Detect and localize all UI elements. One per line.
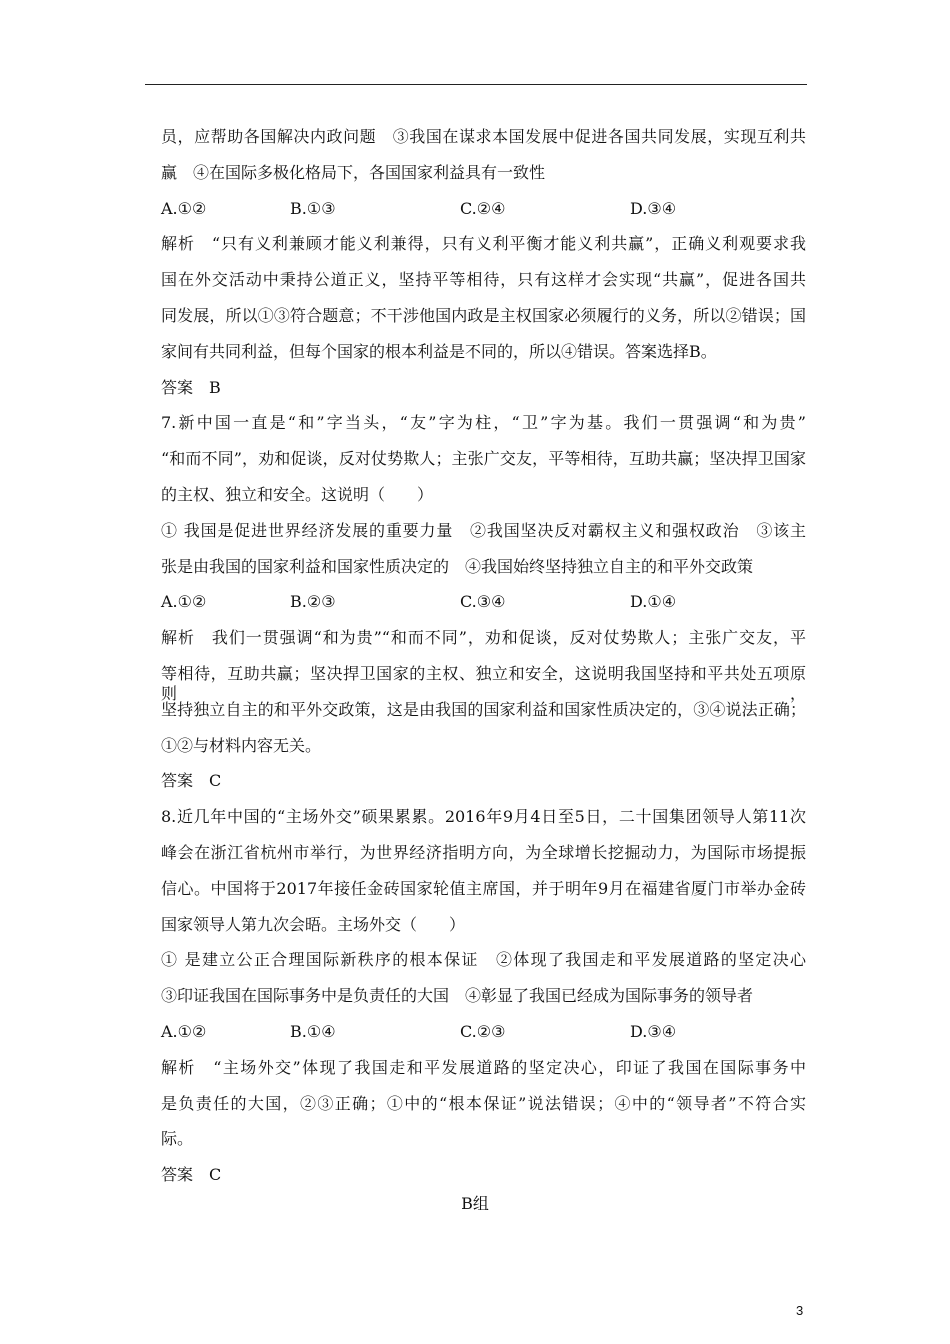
answer-option: C.②④ (460, 198, 506, 218)
text-line: 解析 我们一贯强调“和为贵”“和而不同”，劝和促谈，反对仗势欺人；主张广交友，平 (161, 628, 806, 648)
text-line: 张是由我国的国家利益和国家性质决定的 ④我国始终坚持独立自主的和平外交政策 (161, 556, 754, 576)
answer-option: C.③④ (460, 592, 506, 612)
text-line: 7.新中国一直是“和”字当头，“友”字为柱，“卫”字为基。我们一贯强调“和为贵” (161, 413, 806, 433)
text-line: 是负责任的大国，②③正确；①中的“根本保证”说法错误；④中的“领导者”不符合实 (161, 1093, 806, 1113)
text-line: ① 是建立公正合理国际新秩序的根本保证 ②体现了我国走和平发展道路的坚定决心 (161, 950, 806, 970)
answer-option: A.①② (161, 1022, 207, 1041)
text-line: ①②与材料内容无关。 (161, 735, 322, 755)
text-line: 坚持独立自主的和平外交政策，这是由我国的国家利益和国家性质决定的，③④说法正确； (161, 699, 806, 719)
text-line: 同发展，所以①③符合题意；不干涉他国内政是主权国家必须履行的义务，所以②错误；国 (161, 306, 806, 325)
text-line: ① 我国是促进世界经济发展的重要力量 ②我国坚决反对霸权主义和强权政治 ③该主 (161, 520, 806, 540)
text-line: 8.近几年中国的“主场外交”硕果累累。2016年9月4日至5日，二十国集团领导人第11次 (161, 807, 806, 827)
answer-option: D.①④ (630, 592, 677, 612)
text-line: 解析 “只有义利兼顾才能义利兼得，只有义利平衡才能义利共赢”，正确义利观要求我 (161, 234, 806, 254)
header-rule (145, 84, 807, 85)
text-line: 答案 B (161, 377, 221, 397)
text-line: 等相待，互助共赢；坚决捍卫国家的主权、独立和安全，这说明我国坚持和平共处五项原则， (161, 664, 806, 703)
text-line: ③印证我国在国际事务中是负责任的大国 ④彰显了我国已经成为国际事务的领导者 (161, 986, 754, 1006)
text-line: 的主权、独立和安全。这说明（ ） (161, 485, 434, 504)
text-line: 员，应帮助各国解决内政问题 ③我国在谋求本国发展中促进各国共同发展，实现互利共 (161, 127, 806, 146)
text-line: 解析 “主场外交”体现了我国走和平发展道路的坚定决心，印证了我国在国际事务中 (161, 1057, 806, 1077)
answer-option: A.①② (161, 198, 207, 218)
answer-option: C.②③ (460, 1022, 506, 1041)
answer-option: B.①④ (290, 1022, 336, 1041)
answer-option: D.③④ (630, 198, 677, 218)
answer-option: A.①② (161, 592, 207, 612)
text-line: 答案 C (161, 1165, 222, 1185)
section-title: B组 (461, 1194, 489, 1213)
answer-option: B.②③ (290, 592, 336, 612)
answer-option: B.①③ (290, 198, 336, 218)
text-line: “和而不同”，劝和促谈，反对仗势欺人；主张广交友，平等相待，互助共赢；坚决捍卫国家 (161, 449, 806, 469)
text-line: 答案 C (161, 771, 222, 791)
text-line: 峰会在浙江省杭州市举行，为世界经济指明方向，为全球增长挖掘动力，为国际市场提振 (161, 843, 806, 862)
text-line: 国家领导人第九次会晤。主场外交（ ） (161, 914, 466, 934)
answer-option: D.③④ (630, 1022, 677, 1041)
text-line: 信心。中国将于2017年接任金砖国家轮值主席国，并于明年9月在福建省厦门市举办金砖 (161, 878, 806, 898)
text-line: 际。 (161, 1129, 194, 1149)
text-line: 国在外交活动中秉持公道正义，坚持平等相待，只有这样才会实现“共赢”，促进各国共 (161, 270, 806, 290)
text-line: 赢 ④在国际多极化格局下，各国国家利益具有一致性 (161, 162, 546, 182)
page-number: 3 (796, 1303, 804, 1318)
text-line: 家间有共同利益，但每个国家的根本利益是不同的，所以④错误。答案选择B。 (161, 341, 717, 361)
